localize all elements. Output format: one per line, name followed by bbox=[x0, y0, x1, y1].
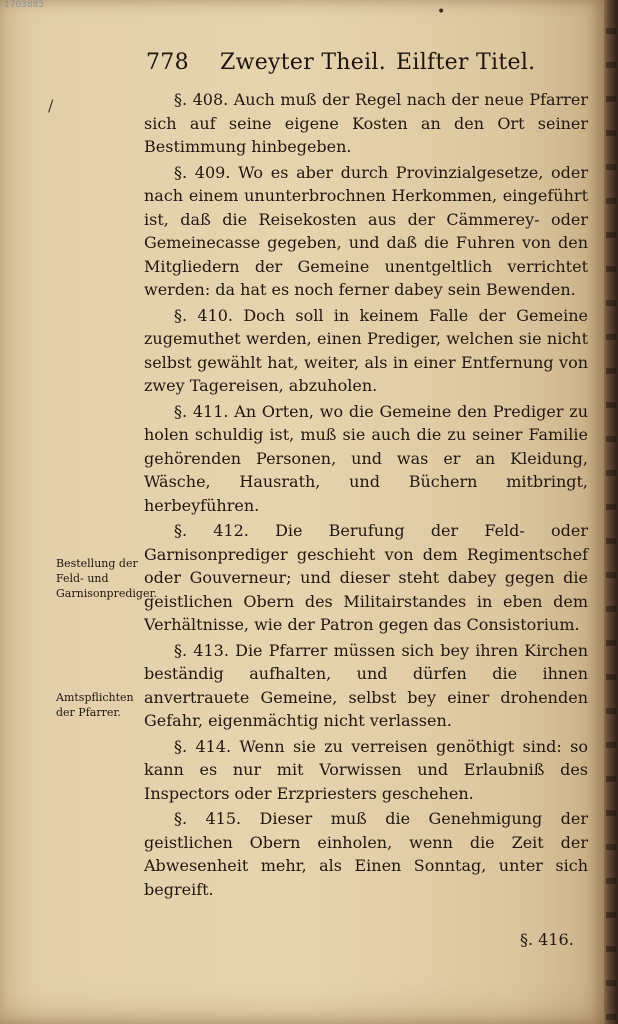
binding-stitches bbox=[606, 0, 616, 1024]
stray-mark: / bbox=[48, 96, 54, 115]
margin-note-amtspflichten: Amtspflichten der Pfarrer. bbox=[56, 691, 134, 719]
paragraph-410: §. 410. Doch soll in keinem Falle der Gemeine zugemuthet werden, einen Prediger, welchen sie nicht selbst gewählt hat, weiter, als in einer Entfernung von zwey Tagereisen, abzuholen. bbox=[144, 305, 588, 395]
running-header bbox=[146, 46, 566, 82]
paragraph-413: §. 413. Die Pfarrer müssen sich bey ihren Kirchen beständig aufhalten, und dürfen die ihnen anvertrauete Gemeine, selbst bey einer drohenden Gefahr, eigenmächtig nicht verlassen. bbox=[144, 640, 588, 730]
paragraph-415: §. 415. Dieser muß die Genehmigung der geistlichen Obern einholen, wenn die Zeit der Abwesenheit mehr, als Einen Sonntag, unter sich begreift. bbox=[144, 809, 588, 899]
catchword: §. 416. bbox=[520, 930, 574, 949]
paragraph-409: §. 409. Wo es aber durch Provinzialgesetze, oder nach einem ununterbrochnen Herkommen, eingeführt ist, daß die Reisekosten aus der Cämmerey- oder Gemeinecasse gegeben, und daß die Fuhren von den Mitgliedern der Gemeine unentgeltlich verrichtet werden: da hat es noch ferner dabey sein Bewenden. bbox=[144, 162, 588, 299]
page-body bbox=[144, 88, 588, 901]
header-part: Zweyter Theil. bbox=[220, 50, 387, 75]
page-edge bbox=[604, 0, 618, 1024]
paragraph-414: §. 414. Wenn sie zu verreisen genöthigt sind: so kann es nur mit Vorwissen und Erlaubniß des Inspectors oder Erzpriesters geschehen. bbox=[144, 736, 588, 803]
page-number: 778 bbox=[146, 50, 189, 75]
library-stamp: 1703885 bbox=[4, 0, 45, 10]
paragraph-408: §. 408. Auch muß der Regel nach der neue Pfarrer sich auf seine eigene Kosten an den Ort seiner Bestimmung hinbegeben. bbox=[144, 90, 588, 156]
paragraph-412: §. 412. Die Berufung der Feld- oder Garnisonprediger geschieht von dem Regimentschef oder Gouverneur; und dieser steht dabey gegen die geistlichen Obern des Militairstandes in eben dem Verhältnisse, wie der Patron gegen das Consistorium. bbox=[144, 521, 588, 634]
paragraph-411: §. 411. An Orten, wo die Gemeine den Prediger zu holen schuldig ist, muß sie auch die zu seiner Familie gehörenden Personen, und was er an Kleidung, Wäsche, Hausrath, und Büchern mitbringt, herbeyführen. bbox=[144, 401, 588, 515]
margin-note-feldprediger: Bestellung der Feld- und Garnisonprediger. bbox=[56, 557, 158, 600]
ink-dot: • bbox=[437, 4, 446, 20]
header-title: Eilfter Titel. bbox=[396, 50, 536, 75]
